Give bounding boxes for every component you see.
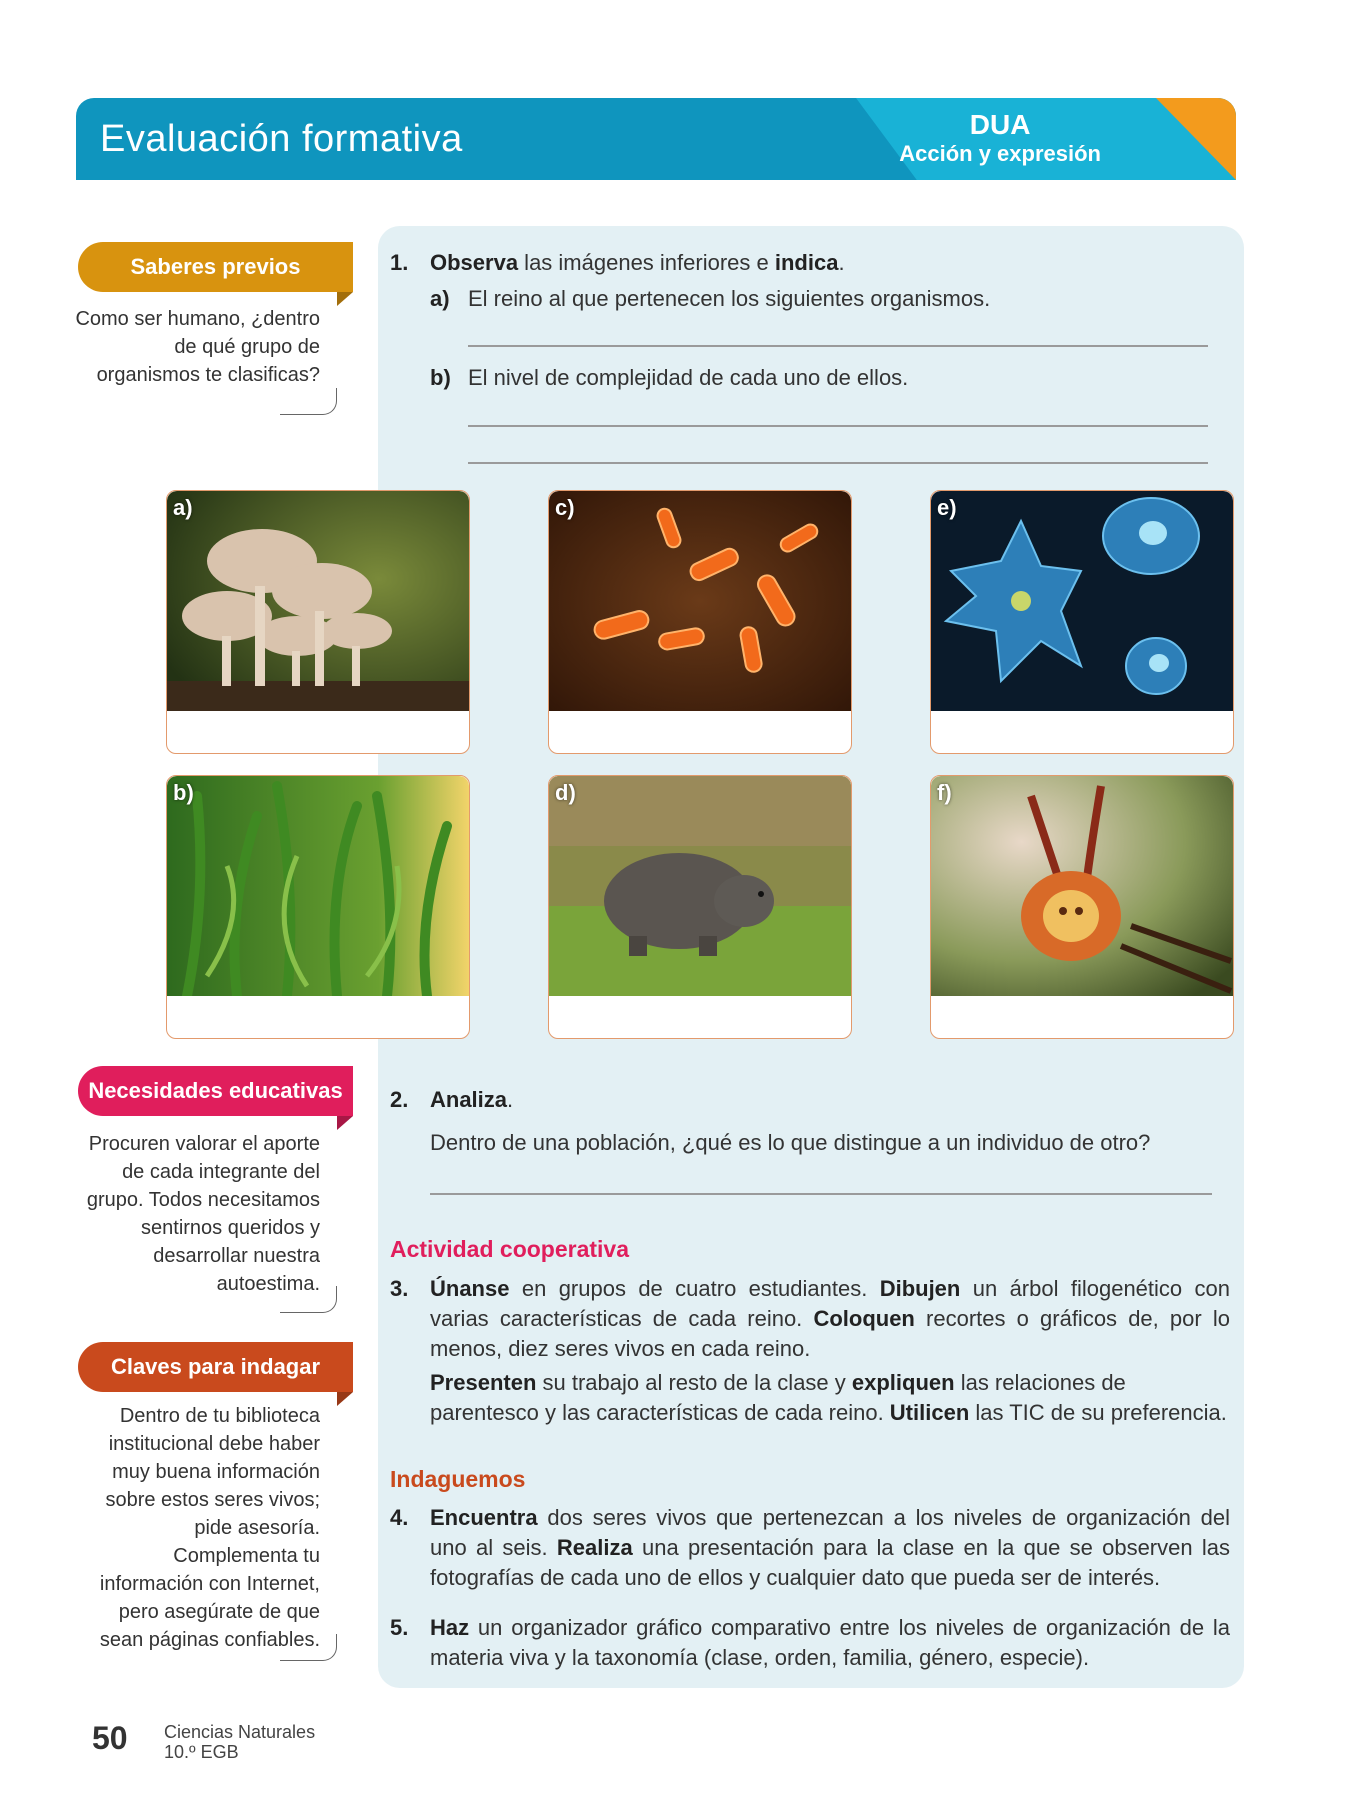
section-header [76, 98, 1236, 180]
verb: Únanse [430, 1276, 510, 1301]
card-letter: d) [555, 780, 576, 805]
tab-label: Claves para indagar [110, 1354, 321, 1379]
text: dos seres vivos que pertenezcan a los niveles de organización del uno al seis. [430, 1505, 1230, 1560]
verb: Observa [430, 250, 519, 275]
text: una presentación para la clase en la que se observen las fotografías de cada uno de ellos y cualquier dato que pueda ser de interés. [430, 1535, 1230, 1590]
tab-label: Necesidades educativas [88, 1078, 343, 1103]
text: las imágenes inferiores e [518, 250, 775, 275]
verb: Haz [430, 1615, 470, 1640]
subject-name: Ciencias Naturales [164, 1722, 316, 1742]
text: . [838, 250, 845, 275]
text: recortes o gráficos de, por lo menos, diez seres vivos en cada reino. [430, 1306, 1230, 1361]
tab-label: Saberes previos [130, 254, 301, 279]
card-letter: e) [937, 495, 957, 520]
amoeba-photo [931, 491, 1233, 711]
wombat-photo [549, 776, 851, 996]
photo-card-amoeba [930, 490, 1234, 754]
verb: Analiza [430, 1087, 508, 1112]
answer-line[interactable] [468, 345, 1208, 347]
question-3-continued [430, 1368, 1230, 1428]
question-4 [430, 1503, 1230, 1593]
question-number: 4. [390, 1505, 409, 1530]
text: las relaciones de parentesco y las características de cada reino. [430, 1370, 1126, 1425]
divider [280, 388, 337, 415]
card-letter: b) [173, 780, 194, 805]
photo-card-wombat [548, 775, 852, 1039]
question-1a: El reino al que pertenecen los siguientes organismos. [468, 286, 991, 311]
question-3 [430, 1274, 1230, 1364]
orchid-photo [931, 776, 1233, 996]
indaguemos-title: Indaguemos [390, 1466, 526, 1492]
answer-line[interactable] [430, 1193, 1212, 1195]
sub-letter: b) [430, 365, 451, 390]
sub-letter: a) [430, 286, 450, 311]
question-1b: El nivel de complejidad de cada uno de ellos. [468, 365, 909, 390]
verb: expliquen [851, 1370, 955, 1395]
divider [280, 1286, 337, 1313]
question-1 [430, 248, 845, 278]
verb: Presenten [430, 1370, 537, 1395]
card-letter: a) [173, 495, 193, 520]
page-number: 50 [92, 1720, 128, 1756]
question-number: 3. [390, 1276, 409, 1301]
cooperative-activity-title: Actividad cooperativa [390, 1236, 630, 1262]
photo-card-mushrooms [166, 490, 470, 754]
answer-line[interactable] [468, 462, 1208, 464]
dua-title: DUA [969, 109, 1031, 140]
question-2 [430, 1085, 513, 1115]
card-letter: f) [937, 780, 952, 805]
mushroom-photo [167, 491, 469, 711]
page-title: Evaluación formativa [100, 118, 463, 160]
text: . [507, 1087, 514, 1112]
photo-card-orchid [930, 775, 1234, 1039]
corn-photo [167, 776, 469, 996]
tab-claves-para-indagar [78, 1342, 353, 1392]
tab-saberes-previos [78, 242, 353, 292]
verb: indica [774, 250, 839, 275]
text: un organizador gráfico comparativo entre los niveles de organización de la materia viva y la taxonomía (clase, orden, familia, género, especie). [430, 1615, 1230, 1670]
dua-subtitle: Acción y expresión [899, 141, 1101, 166]
divider [280, 1634, 337, 1661]
grade-level: 10.º EGB [164, 1742, 239, 1762]
question-number: 1. [390, 250, 409, 275]
footer-subject [164, 1722, 315, 1762]
answer-line[interactable] [468, 425, 1208, 427]
verb: Coloquen [813, 1306, 915, 1331]
tab-necesidades-educativas [78, 1066, 353, 1116]
text: su trabajo al resto de la clase y [536, 1370, 852, 1395]
photo-card-corn [166, 775, 470, 1039]
saberes-text: Como ser humano, ¿dentro de qué grupo de organismos te clasificas? [75, 308, 320, 386]
question-2-text: Dentro de una población, ¿qué es lo que distingue a un individuo de otro? [430, 1130, 1151, 1155]
bacteria-photo [549, 491, 851, 711]
question-number: 5. [390, 1615, 409, 1640]
photo-card-bacteria [548, 490, 852, 754]
text: en grupos de cuatro estudiantes. [509, 1276, 880, 1301]
text: un árbol filogenético con varias características de cada reino. [430, 1276, 1230, 1331]
necesidades-text: Procuren valorar el aporte de cada integrante del grupo. Todos necesitamos sentirnos queridos y desarrollar nuestra autoestima. [86, 1133, 320, 1295]
card-letter: c) [555, 495, 575, 520]
verb: Dibujen [879, 1276, 961, 1301]
verb: Utilicen [889, 1400, 970, 1425]
claves-text: Dentro de tu biblioteca institucional debe haber muy buena información sobre estos seres vivos; pide asesoría. Complementa tu información con Internet, pero asegúrate de que sean páginas confiables. [99, 1405, 320, 1651]
text: las TIC de su preferencia. [969, 1400, 1227, 1425]
question-5 [430, 1613, 1230, 1673]
question-number: 2. [390, 1087, 409, 1112]
verb: Encuentra [430, 1505, 538, 1530]
dua-label [899, 110, 1101, 168]
verb: Realiza [556, 1535, 633, 1560]
